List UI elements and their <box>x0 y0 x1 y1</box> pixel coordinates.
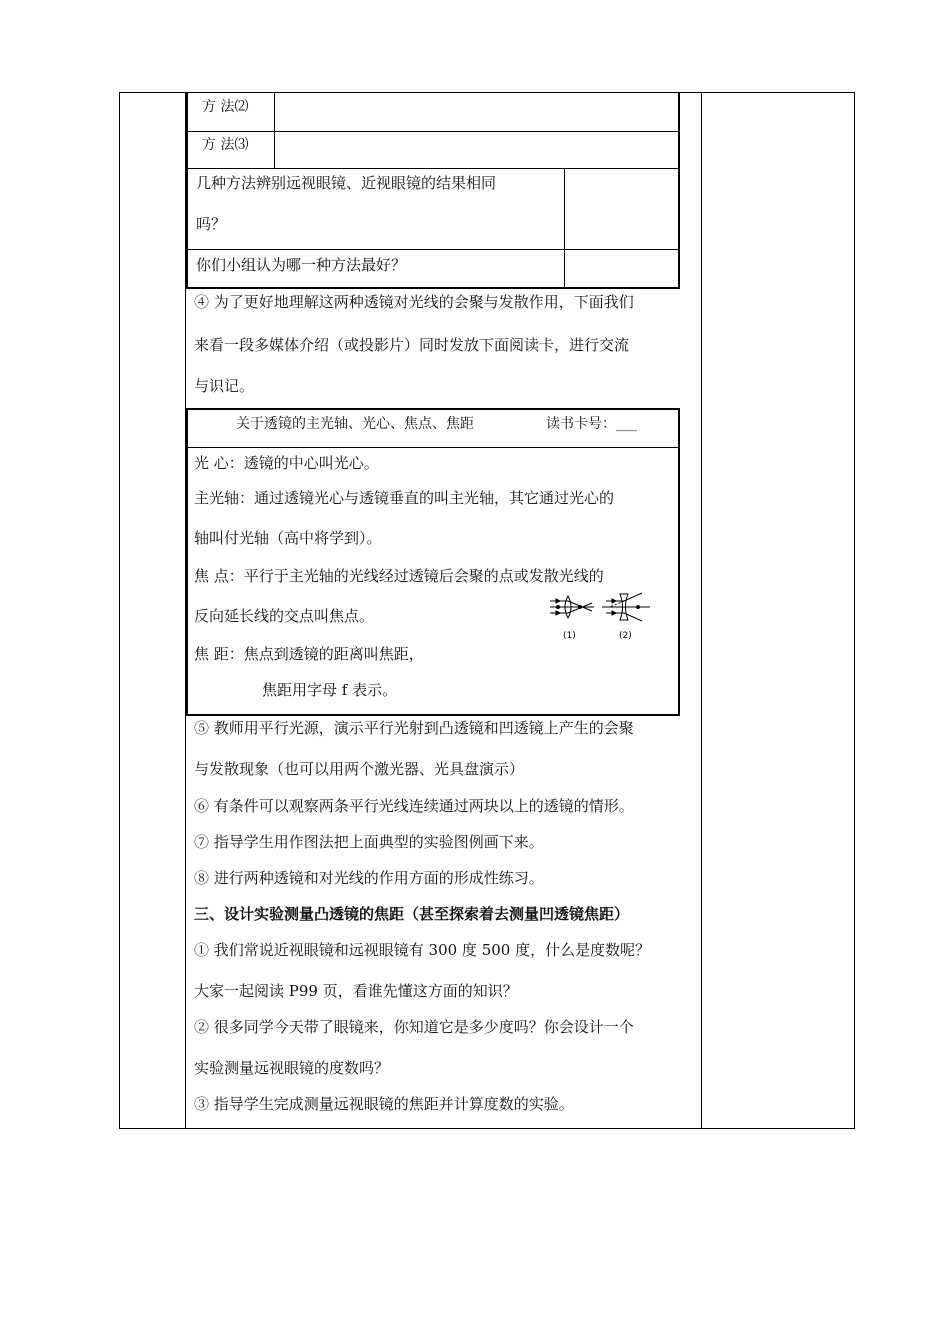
focus-definition-line-2: 反向延长线的交点叫焦点。 <box>194 607 375 625</box>
question-1-line-1: 几种方法辨别远视眼镜、近视眼镜的结果相同 <box>196 174 497 192</box>
step-4-line-2: 来看一段多媒体介绍（或投影片）同时发放下面阅读卡，进行交流 <box>194 336 630 354</box>
method-table-bottom <box>186 287 680 289</box>
method-2-label: 方 法⑵ <box>202 99 249 115</box>
method-3-label: 方 法⑶ <box>202 137 249 153</box>
main-axis-definition-line-1: 主光轴：通过透镜光心与透镜垂直的叫主光轴，其它通过光心的 <box>194 489 615 507</box>
focal-length-definition-line-1: 焦 距：焦点到透镜的距离叫焦距， <box>194 645 424 663</box>
step-8: ⑧ 进行两种透镜和对光线的作用方面的形成性练习。 <box>194 869 544 887</box>
section-3-p1-line-1: ① 我们常说近视眼镜和远视眼镜有 300 度 500 度，什么是度数呢？ <box>194 941 651 959</box>
outer-top-border <box>119 92 855 93</box>
step-4-line-1: ④ 为了更好地理解这两种透镜对光线的会聚与发散作用，下面我们 <box>194 293 634 311</box>
outer-left-border <box>119 92 120 1129</box>
step-5-line-2: 与发散现象（也可以用两个激光器、光具盘演示） <box>194 760 525 778</box>
method-row-divider-1 <box>188 131 678 132</box>
method-table-right <box>678 92 680 288</box>
optical-center-definition: 光 心：透镜的中心叫光心。 <box>194 454 379 472</box>
reading-card-title: 关于透镜的主光轴、光心、焦点、焦距 <box>236 416 474 432</box>
lens-diagram <box>546 590 656 642</box>
question-1-line-2: 吗？ <box>196 215 227 233</box>
section-3-p2-line-2: 实验测量远视眼镜的度数吗？ <box>194 1059 390 1077</box>
concave-lens-figure <box>602 593 650 621</box>
focus-definition-line-1: 焦 点：平行于主光轴的光线经过透镜后会聚的点或发散光线的 <box>194 567 604 585</box>
section-3-p1-line-2: 大家一起阅读 P99 页，看谁先懂这方面的知识？ <box>194 982 518 1000</box>
outer-right-border <box>854 92 855 1129</box>
section-3-p2-line-1: ② 很多同学今天带了眼镜来，你知道它是多少度吗？你会设计一个 <box>194 1018 634 1036</box>
method-row-divider-2 <box>188 168 678 169</box>
reading-card-header-divider <box>188 447 678 448</box>
column-divider-2 <box>701 92 702 1129</box>
main-axis-definition-line-2: 轴叫付光轴（高中将学到）。 <box>194 529 382 547</box>
step-4-line-3: 与识记。 <box>194 377 255 395</box>
step-7: ⑦ 指导学生用作图法把上面典型的实验图例画下来。 <box>194 833 544 851</box>
convex-lens-figure <box>550 596 594 618</box>
step-6: ⑥ 有条件可以观察两条平行光线连续通过两块以上的透镜的情形。 <box>194 797 634 815</box>
outer-bottom-border <box>119 1128 855 1129</box>
section-3-heading: 三、设计实验测量凸透镜的焦距（甚至探索着去测量凹透镜焦距） <box>194 905 630 923</box>
step-5-line-1: ⑤ 教师用平行光源，演示平行光射到凸透镜和凹透镜上产生的会聚 <box>194 719 634 737</box>
reading-card-number: 读书卡号：___ <box>546 416 637 432</box>
method-table-left <box>186 92 188 288</box>
focal-length-definition-line-2: 焦距用字母 f 表示。 <box>262 681 398 699</box>
section-3-p3: ③ 指导学生完成测量远视眼镜的焦距并计算度数的实验。 <box>194 1095 574 1113</box>
method-row-divider-3 <box>188 249 678 250</box>
figure-label-2: (2) <box>619 631 632 641</box>
figure-label-1: (1) <box>563 631 576 641</box>
method-col-divider-a <box>274 92 275 168</box>
method-col-divider-b <box>564 168 565 288</box>
question-2: 你们小组认为哪一种方法最好？ <box>196 256 407 274</box>
